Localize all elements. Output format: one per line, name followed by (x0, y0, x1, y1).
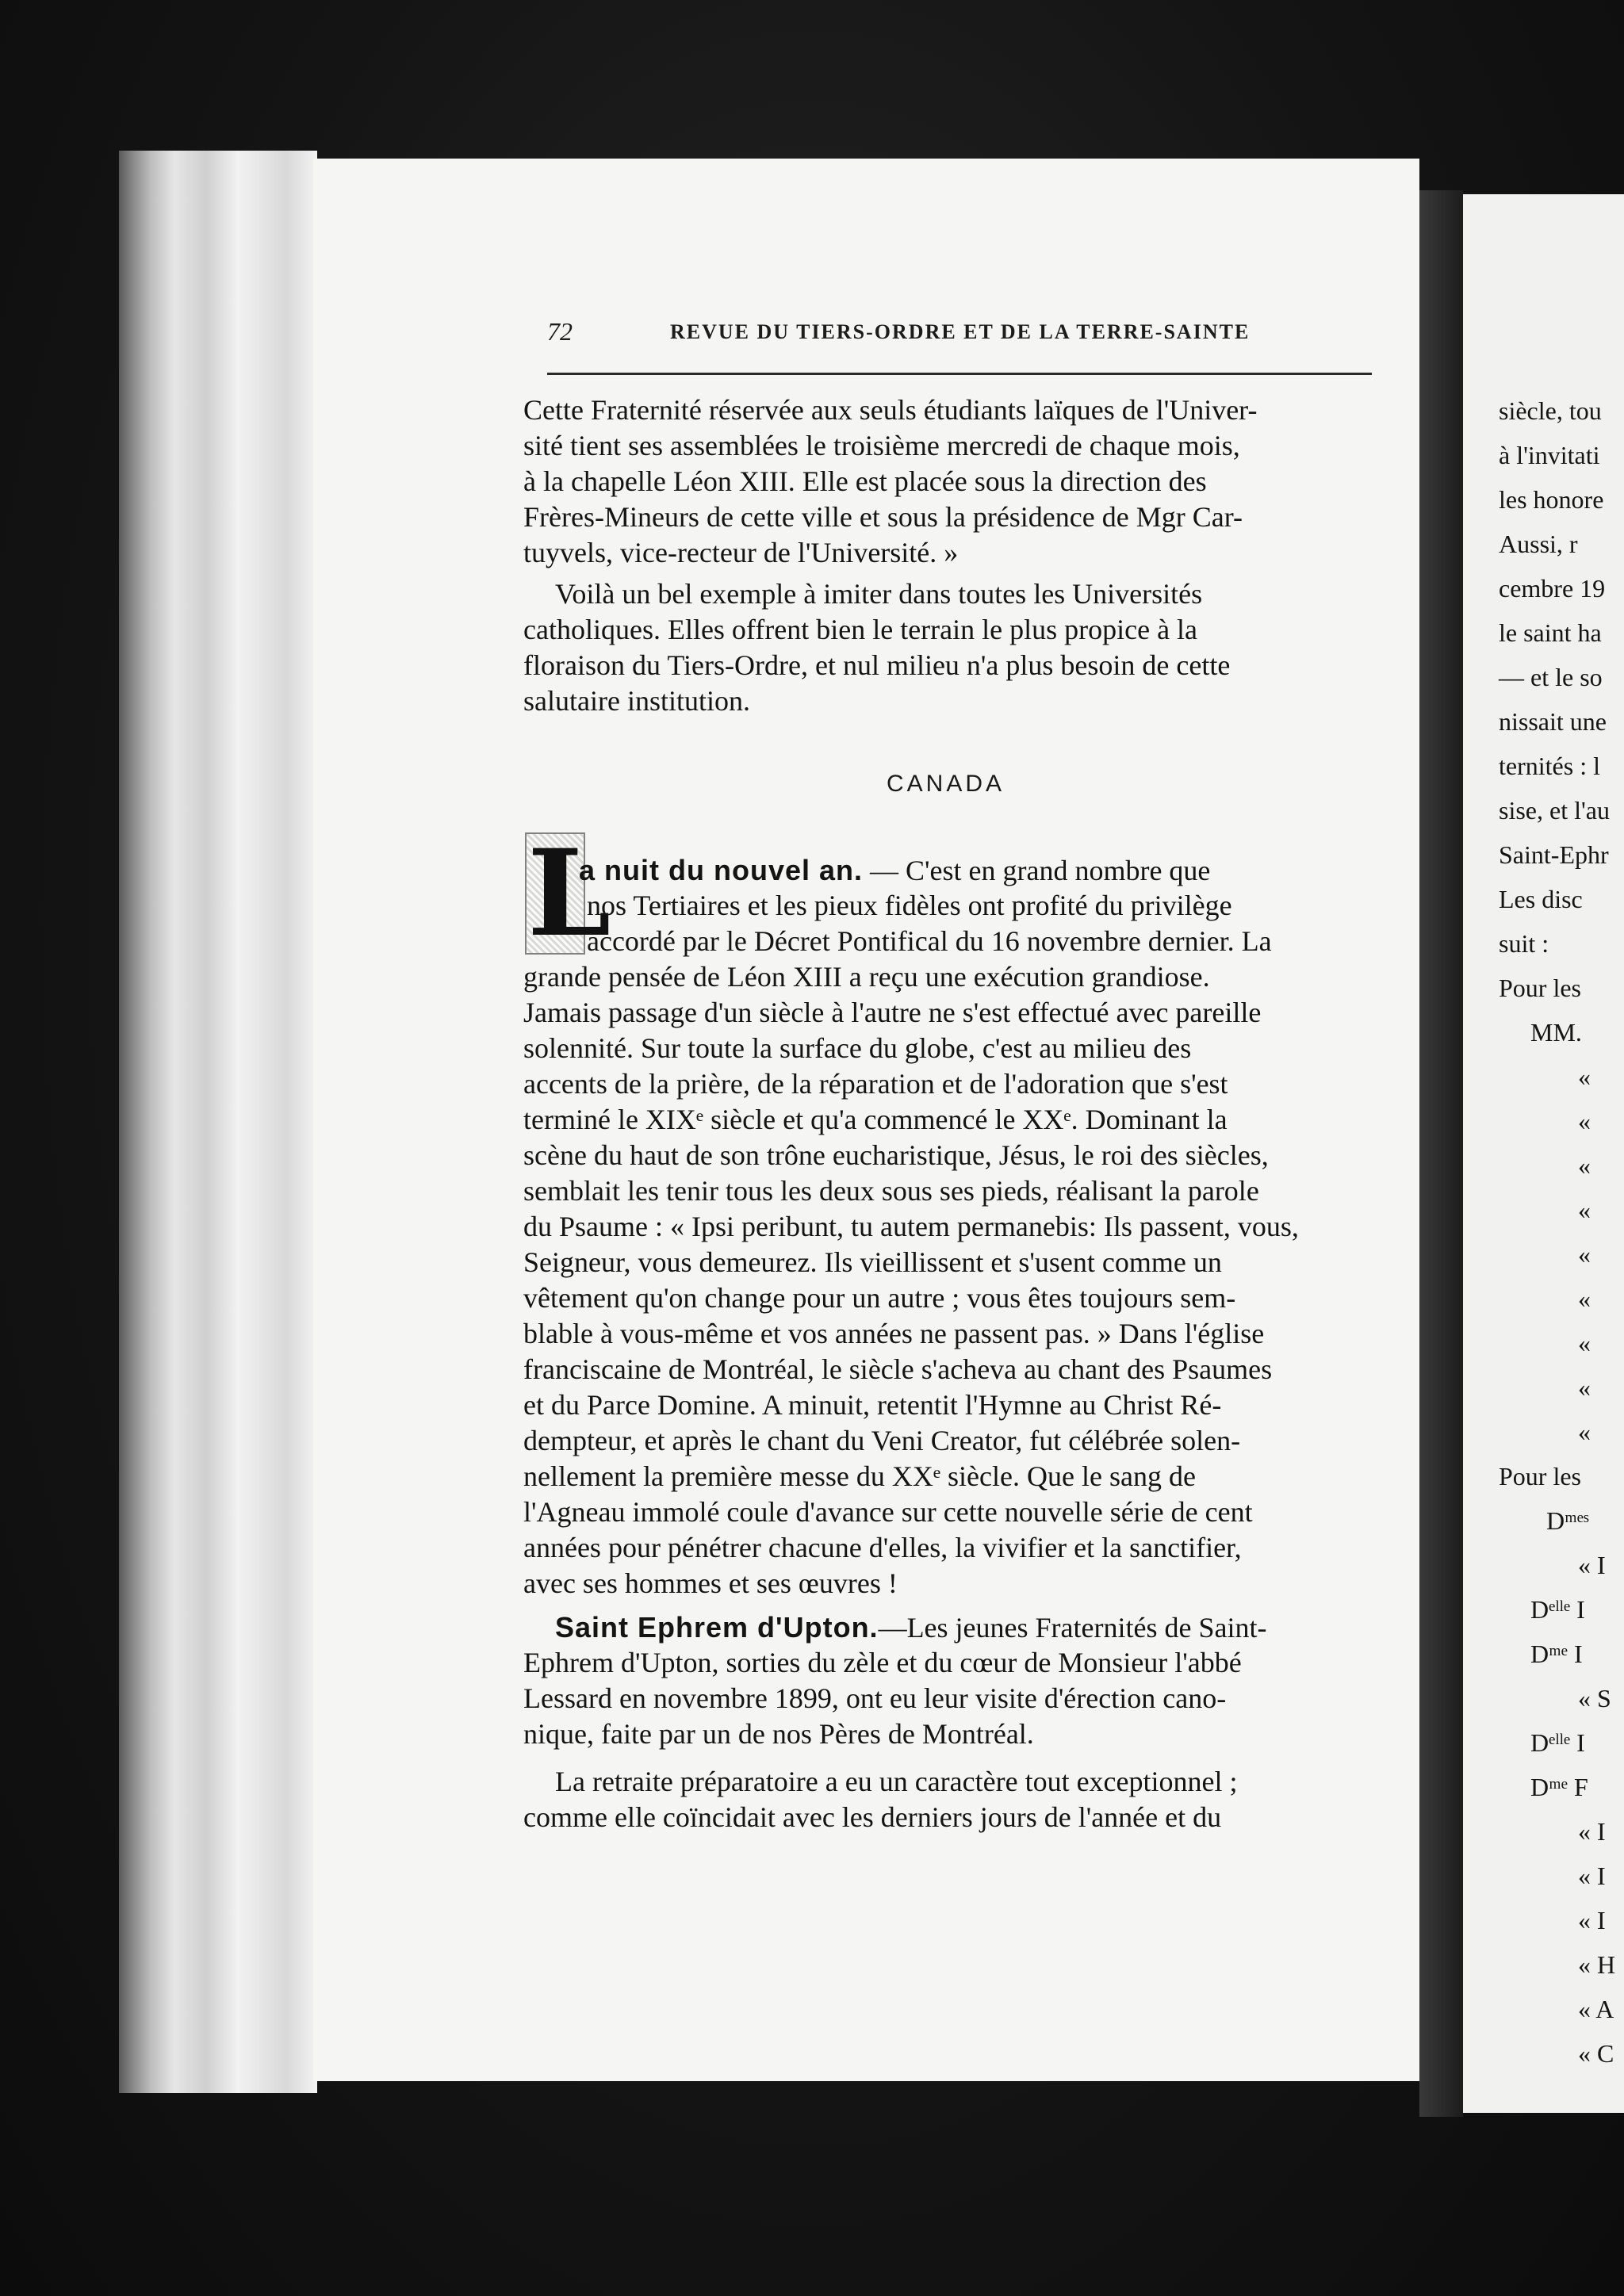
right-line: « I (1578, 1551, 1606, 1579)
text-line: tuyvels, vice-recteur de l'Université. » (523, 537, 959, 568)
upton-heading: Saint Ephrem d'Upton. (555, 1611, 879, 1644)
right-line: Pour les (1499, 1462, 1581, 1490)
second-paragraph (523, 576, 1368, 719)
right-line: « (1578, 1196, 1591, 1224)
right-line: Dᵉˡˡᵉ I (1530, 1595, 1585, 1624)
text-line (523, 1609, 1368, 1645)
right-page-text (1499, 388, 1624, 2076)
right-line: suit : (1499, 929, 1549, 958)
right-line: cembre 19 (1499, 574, 1606, 603)
right-line: Pour les (1499, 974, 1581, 1002)
text-line: et du Parce Domine. A minuit, retentit l'Hymne au Christ Ré- (523, 1389, 1222, 1421)
text-line: avec ses hommes et ses œuvres ! (523, 1567, 898, 1599)
right-line: « (1578, 1373, 1591, 1402)
text-line: salutaire institution. (523, 685, 750, 717)
text-line: franciscaine de Montréal, le siècle s'acheva au chant des Psaumes (523, 1353, 1273, 1385)
right-line: Dᵐᵉ I (1530, 1640, 1583, 1668)
text-line: semblait les tenir tous les deux sous ses pieds, réalisant la parole (523, 1175, 1259, 1207)
text-line (523, 852, 1368, 888)
page-fold (285, 151, 317, 2093)
right-line: « I (1578, 1862, 1606, 1890)
text-line: années pour pénétrer chacune d'elles, la vivifier et la sanctifier, (523, 1532, 1242, 1563)
text-line: dempteur, et après le chant du Veni Creator, fut célébrée solen- (523, 1425, 1241, 1456)
running-title: REVUE DU TIERS-ORDRE ET DE LA TERRE-SAINTE (670, 320, 1251, 343)
right-line: les honore (1499, 485, 1604, 514)
page-number: 72 (547, 317, 573, 346)
text-line: Lessard en novembre 1899, ont eu leur visite d'érection cano- (523, 1682, 1227, 1714)
right-line: « (1578, 1151, 1591, 1180)
right-line: MM. (1530, 1018, 1582, 1047)
text-line: solennité. Sur toute la surface du globe, c'est au milieu des (523, 1032, 1192, 1064)
right-line: Les disc (1499, 885, 1583, 913)
right-line: ternités : l (1499, 752, 1600, 780)
right-line: — et le so (1499, 663, 1603, 691)
right-line: « I (1578, 1817, 1606, 1846)
right-line: « C (1578, 2039, 1614, 2068)
right-line: à l'invitati (1499, 441, 1600, 469)
right-line: « (1578, 1329, 1591, 1357)
text-line: accents de la prière, de la réparation et de l'adoration que s'est (523, 1068, 1228, 1100)
retreat-paragraph (523, 1764, 1368, 1835)
text-line: comme elle coïncidait avec les derniers jours de l'année et du (523, 1801, 1222, 1833)
text-line: du Psaume : « Ipsi peribunt, tu autem permanebis: Ils passent, vous, (523, 1211, 1299, 1242)
header-rule (547, 373, 1372, 375)
right-line: « (1578, 1062, 1591, 1091)
upton-lead-text: —Les jeunes Fraternités de Saint- (878, 1612, 1267, 1644)
text-line: catholiques. Elles offrent bien le terrain le plus propice à la (523, 614, 1198, 645)
dropcap-letter: L (527, 824, 611, 963)
right-line: Aussi, r (1499, 530, 1578, 558)
text-line: floraison du Tiers-Ordre, et nul milieu n'a plus besoin de cette (523, 649, 1231, 681)
right-line: Dᵐᵉˢ (1546, 1506, 1589, 1535)
page-header (547, 317, 1364, 365)
text-line: Jamais passage d'un siècle à l'autre ne s'est effectué avec pareille (523, 997, 1262, 1028)
right-line: Dᵐᵉ F (1530, 1773, 1588, 1801)
text-line: Voilà un bel exemple à imiter dans toutes les Universités (555, 578, 1203, 610)
section-title: CANADA (886, 771, 1005, 797)
canada-paragraph (523, 852, 1368, 1601)
lead-text: — C'est en grand nombre que (863, 855, 1211, 886)
right-line: Saint-Ephr (1499, 840, 1609, 869)
right-line: « H (1578, 1950, 1616, 1979)
right-line: siècle, tou (1499, 396, 1602, 425)
right-line: « S (1578, 1684, 1611, 1712)
right-line: « (1578, 1107, 1591, 1135)
text-line: Frères-Mineurs de cette ville et sous la présidence de Mgr Car- (523, 501, 1243, 533)
intro-paragraph (523, 392, 1368, 571)
right-line: « (1578, 1284, 1591, 1313)
right-line: « (1578, 1418, 1591, 1446)
text-line: terminé le XIXᵉ siècle et qu'a commencé le XXᵉ. Dominant la (523, 1104, 1228, 1135)
text-line: Cette Fraternité réservée aux seuls étudiants laïques de l'Univer- (523, 394, 1258, 426)
text-line: La retraite préparatoire a eu un caractère tout exceptionnel ; (555, 1766, 1238, 1797)
text-line: scène du haut de son trône eucharistique, Jésus, le roi des siècles, (523, 1139, 1269, 1171)
book-gutter (1419, 190, 1463, 2117)
text-line: vêtement qu'on change pour un autre ; vous êtes toujours sem- (523, 1282, 1236, 1314)
right-line: Dᵉˡˡᵉ I (1530, 1728, 1585, 1757)
text-line: Ephrem d'Upton, sorties du zèle et du cœur de Monsieur l'abbé (523, 1647, 1242, 1678)
right-line: nissait une (1499, 707, 1607, 736)
text-line: blable à vous-même et vos années ne passent pas. » Dans l'église (523, 1318, 1265, 1349)
text-line: grande pensée de Léon XIII a reçu une exécution grandiose. (523, 961, 1210, 993)
text-line: nos Tertiaires et les pieux fidèles ont profité du privilège (587, 890, 1232, 921)
right-line: sise, et l'au (1499, 796, 1610, 825)
text-line: sité tient ses assemblées le troisième mercredi de chaque mois, (523, 430, 1240, 461)
lead-heading: a nuit du nouvel an. (579, 854, 864, 886)
text-line: nique, faite par un de nos Pères de Montréal. (523, 1718, 1034, 1750)
right-line: « I (1578, 1906, 1606, 1934)
text-line: nellement la première messe du XXᵉ siècle. Que le sang de (523, 1460, 1196, 1492)
right-line: le saint ha (1499, 618, 1602, 647)
text-line: accordé par le Décret Pontifical du 16 novembre dernier. La (587, 925, 1272, 957)
right-line: « (1578, 1240, 1591, 1269)
text-line: Seigneur, vous demeurez. Ils vieillissent et s'usent comme un (523, 1246, 1222, 1278)
text-line: à la chapelle Léon XIII. Elle est placée sous la direction des (523, 465, 1207, 497)
upton-paragraph (523, 1609, 1368, 1752)
text-line: l'Agneau immolé coule d'avance sur cette nouvelle série de cent (523, 1496, 1253, 1528)
right-line: « A (1578, 1995, 1614, 2023)
